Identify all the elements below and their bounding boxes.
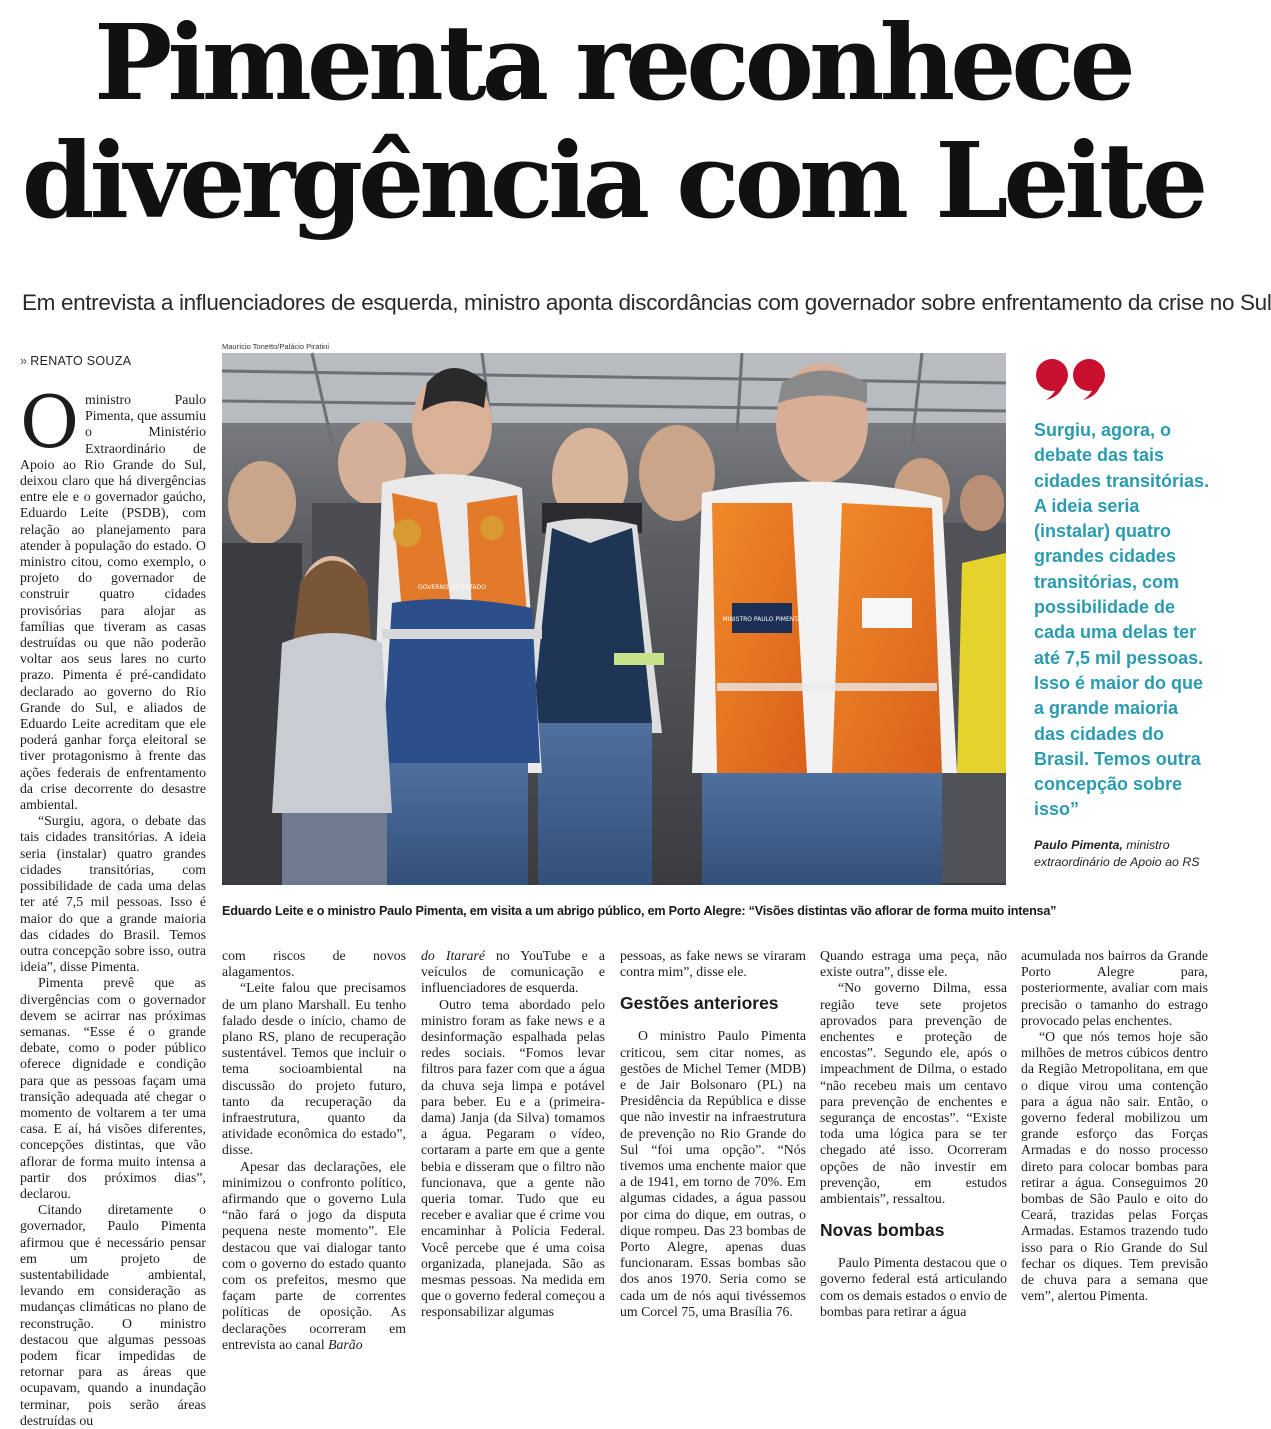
pull-quote-attribution — [1034, 837, 1214, 871]
paragraph: pessoas, as fake news se viraram contra mim”, disse ele. — [620, 948, 806, 980]
paragraph: Paulo Pimenta destacou que o governo federal está articulando com os demais estados o envio de bombas para retirar a água — [820, 1255, 1007, 1319]
byline-author: RENATO SOUZA — [30, 354, 132, 368]
subtitle: Em entrevista a influenciadores de esquerda, ministro aponta discordâncias com governador sobre enfrentamento da crise no Sul — [22, 290, 1271, 315]
paragraph: Pimenta prevê que as divergências com o governador devem se acirrar nas próximas semanas. “Esse é o grande debate, como o poder público oferece dignidade e condição para que as pessoas façam uma transição adequada até chegar o momento de voltarem a ter uma casa. E aí, há visões diferentes, concepções distintas, que vão aflorar de forma muito intensa a partir dos próximos dias”, declarou. — [20, 975, 206, 1201]
paragraph: Outro tema abordado pelo ministro foram as fake news e a desinformação espalhada pelas redes sociais. “Fomos levar filtros para fazer com que a água da chuva seja limpa e potável para beber. Eu e a (primeira-dama) Janja (da Silva) tomamos a água. Pegaram o vídeo, cortaram a parte em que a gente bebia e disseram que o filtro não funcionava, que a gente não queria tomar. Tudo que eu receber e avaliar que é crime vou encaminhar à Polícia Federal. Você percebe que é uma coisa organizada, planejada. São as mesmas pessoas. Na medida em que o governo federal começou a responsabilizar algumas — [421, 996, 605, 1320]
section-heading: Gestões anteriores — [620, 993, 779, 1014]
article-column-1 — [20, 380, 206, 1428]
byline-mark: » — [20, 354, 28, 368]
paragraph: Oministro Paulo Pimenta, que assumiu o Ministério Extraordinário de Apoio ao Rio Grande do Sul, deixou claro que há divergências entre ele e o governador gaúcho, Eduardo Leite (PSDB), com relação ao planejamento para atender à população do estado. O ministro citou, como exemplo, o projeto do governador de construir quatro cidades provisórias para alojar as famílias que tiveram as casas destruídas ou que não poderão voltar aos seus lares no curto prazo. Pimenta é pré-candidato declarado ao governo do Rio Grande do Sul, e aliados de Eduardo Leite acreditam que ele poderá ganhar força eleitoral se tiver protagonismo à frente das ações federais de enfrentamento da crise decorrente do desastre ambiental. — [20, 380, 206, 813]
paragraph: Apesar das declarações, ele minimizou o confronto político, afirmando que o governo Lula “não fará o jogo da disputa pequena neste momento”. Ele destacou que vai dialogar tanto com o governo do estado quanto com os prefeitos, mesmo que façam parte de correntes políticas de oposição. As declarações ocorreram em entrevista ao canal Barão — [222, 1158, 406, 1352]
paragraph: acumulada nos bairros da Grande Porto Alegre para, posteriormente, avaliar com mais precisão o tamanho do estrago provocado pelas enchentes. — [1021, 948, 1208, 1028]
paragraph: Citando diretamente o governador, Paulo Pimenta afirmou que é necessário pensar em um projeto de sustentabilidade ambiental, levando em consideração as mudanças climáticas no plano de reconstrução. O ministro destacou que algumas pessoas podem ficar impedidas de retornar para as áreas que ocupavam, quando a inundação terminar, pois serão áreas destruídas ou — [20, 1202, 206, 1428]
headline-line-2: divergência com Leite — [21, 119, 1204, 242]
photo-caption: Eduardo Leite e o ministro Paulo Pimenta, em visita a um abrigo público, em Porto Alegre: “Visões distintas vão aflorar de forma muito intensa” — [222, 904, 1057, 918]
italic-channel-name: Barão — [328, 1336, 363, 1352]
section-heading: Novas bombas — [820, 1220, 945, 1241]
paragraph: “Leite falou que precisamos de um plano Marshall. Eu tenho falado desde o início, chamo de plano RS, plano de recuperação sustentável. Temos que incluir o tema socioambiental na discussão do projeto futuro, tanto da recuperação da infraestrutura, quanto da atividade econômica do estado”, disse. — [222, 980, 406, 1158]
photo-credit: Maurício Tonetto/Palácio Piratini — [222, 342, 329, 351]
headline — [0, 1, 1225, 242]
news-photo — [222, 353, 1006, 885]
vest-label-right: MINISTRO PAULO PIMENTA — [722, 616, 802, 623]
vest-label-left: GOVERNO DO ESTADO — [418, 584, 486, 591]
article-column-5 — [820, 948, 1007, 1319]
article-column-3 — [421, 948, 605, 1320]
article-column-4 — [620, 948, 806, 1319]
paragraph: “No governo Dilma, essa região teve sete projetos aprovados para prevenção de enchentes e proteção de encostas”. Segundo ele, após o impeachment de Dilma, o estado “não recebeu mais um centavo para prevenção de enchentes e segurança de encostas”. “Existe toda uma lógica para se ter chegado até isso. Ocorreram opções de não investir em prevenção, em estudos ambientais”, ressaltou. — [820, 980, 1007, 1207]
photo-illustration — [222, 353, 1006, 885]
paragraph: “Surgiu, agora, o debate das tais cidades transitórias. A ideia seria (instalar) quatro grandes cidades transitórias, com possibilidade de cada uma delas ter até 7,5 mil pessoas. Isso é maior do que a grande maioria das cidades do Brasil. Temos outra concepção sobre isso, outra ideia”, disse Pimenta. — [20, 813, 206, 975]
italic-channel-name: do Itararé — [421, 948, 485, 963]
dropcap: O — [20, 380, 80, 464]
paragraph: O ministro Paulo Pimenta criticou, sem citar nomes, as gestões de Michel Temer (MDB) e de Jair Bolsonaro (PL) na Presidência da República e disse que não investir na infraestrutura de prevenção no Rio Grande do Sul “foi uma opção”. “Nós tivemos uma enchente maior que a de 1941, em torno de 70%. Em algumas cidades, a água passou por cima do dique, em outras, o dique rompeu. Das 23 bombas de Porto Alegre, apenas duas funcionaram. Essas bombas são dos anos 1970. Seria como se cada um de nós aqui tivéssemos um Corcel 75, uma Brasília 76. — [620, 1028, 806, 1319]
paragraph: Quando estraga uma peça, não existe outra”, disse ele. — [820, 948, 1007, 980]
headline-line-1: Pimenta reconhece — [94, 1, 1131, 124]
paragraph: “O que nós temos hoje são milhões de metros cúbicos dentro da Região Metropolitana, em que o dique virou uma contenção para a água não sair. Então, o governo federal mobilizou um grande esforço das Forças Armadas e do nosso processo direto para colocar bombas para retirar a água. Conseguimos 20 bombas de São Paulo e oito do Ceará, trazidas pelas Forças Armadas. Estamos trazendo tudo isso para o Rio Grande do Sul fechar os diques. Tem previsão de chuva para a semana que vem”, alertou Pimenta. — [1021, 1029, 1208, 1304]
byline — [20, 354, 131, 368]
pull-quote — [1034, 358, 1214, 871]
pull-quote-text: Surgiu, agora, o debate das tais cidades transitórias. A ideia seria (instalar) quatro grandes cidades transitórias, com possibilidade de cada uma delas ter até 7,5 mil pessoas. Isso é maior do que a grande maioria das cidades do Brasil. Temos outra concepção sobre isso” — [1034, 420, 1210, 820]
paragraph: do Itararé no YouTube e a veículos de comunicação e influenciadores de esquerda. — [421, 948, 605, 996]
quote-mark-icon — [1034, 358, 1112, 400]
article-column-6 — [1021, 948, 1208, 1304]
paragraph: com riscos de novos alagamentos. — [222, 948, 406, 980]
article-column-2 — [222, 948, 406, 1352]
pull-quote-role: ministro extraordinário de Apoio ao RS — [1034, 837, 1200, 869]
pull-quote-author: Paulo Pimenta, — [1034, 837, 1123, 852]
